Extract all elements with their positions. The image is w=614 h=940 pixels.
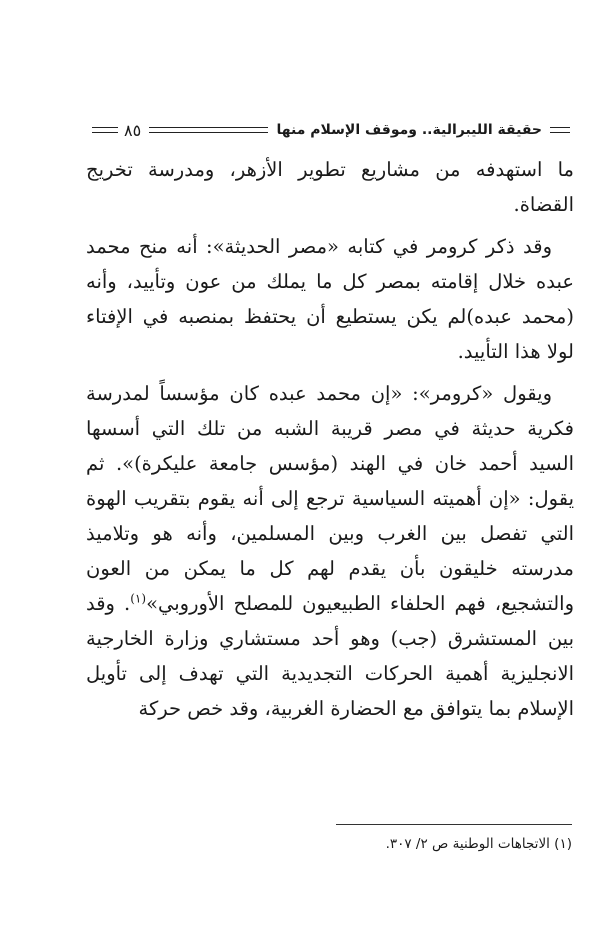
- footnote-reference[interactable]: (١): [130, 591, 147, 606]
- footnote-separator: [336, 824, 572, 825]
- paragraph-continued: ما استهدفه من مشاريع تطوير الأزهر، ومدرسة تخريج القضاة.: [86, 158, 574, 216]
- header-title: حقيقة الليبرالية.. وموقف الإسلام منها: [276, 122, 542, 138]
- footnote: (١) الاتجاهات الوطنية ص ٢/ ٣٠٧.: [385, 836, 572, 852]
- body-text: [86, 152, 574, 726]
- header-rule-middle: [149, 127, 268, 133]
- paragraph-gibb-text: . وقد بين المستشرق (جب) وهو أحد مستشاري وزارة الخارجية الانجليزية أهمية الحركات التجديدية التي تهدف إلى تأويل الإسلام بما يتوافق مع الحضارة الغربية، وقد خص حركة: [86, 592, 574, 720]
- paragraph-cromer-quote: [86, 376, 574, 726]
- paragraph-cromer-book: وقد ذكر كرومر في كتابه «مصر الحديثة»: أنه منح محمد عبده خلال إقامته بمصر كل ما يملك من عون وتأييد، وأنه (محمد عبده)لم يكن يستطيع أن يحتفظ بمنصبه في الإفتاء لولا هذا التأييد.: [86, 235, 574, 363]
- paragraph-cromer-quote-text: ويقول «كرومر»: «إن محمد عبده كان مؤسساً لمدرسة فكرية حديثة في مصر قريبة الشبه من تلك التي أسسها السيد أحمد خان في الهند (مؤسس جامعة عليكرة)». ثم يقول: «إن أهميته السياسية ترجع إلى أنه يقوم بتقريب الهوة التي تفصل بين الغرب وبين المسلمين، وأنه هو وتلاميذ مدرسته خليقون بأن يقدم لهم كل ما يمكن من العون والتشجيع، فهم الحلفاء الطبيعيون للمصلح الأوروبي»: [86, 382, 574, 615]
- header-rule-left: [92, 127, 118, 133]
- header-rule-right: [550, 127, 570, 133]
- page-number: ٨٥: [124, 120, 142, 140]
- running-header: [92, 116, 570, 144]
